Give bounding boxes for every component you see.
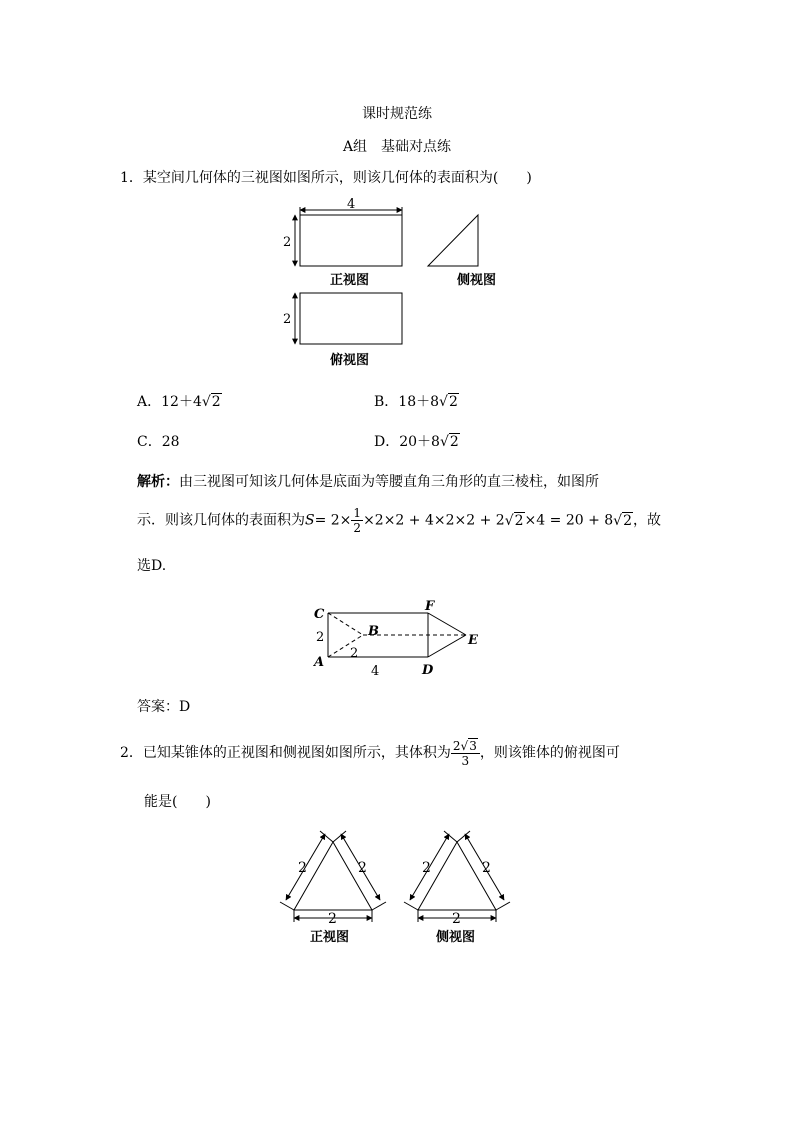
page-title: 课时规范练 xyxy=(362,106,432,122)
q1-option-d[interactable]: D．20＋8√2 xyxy=(374,434,459,450)
vertex-b: B xyxy=(368,624,379,639)
q1-answer: 答案：D xyxy=(137,699,191,715)
q2-side-base-label: 2 xyxy=(452,911,461,927)
side-view-triangle xyxy=(428,215,478,266)
q2-stem: 2．已知某锥体的正视图和侧视图如图所示，其体积为 $\frac{2√3}{3}$ ，则该锥体的俯视图可 xyxy=(120,738,620,768)
vertex-a: A xyxy=(314,655,325,670)
q2-front-caption: 正视图 xyxy=(310,930,350,945)
q2-stem-line2: 能是( ) xyxy=(144,794,211,810)
front-caption: 正视图 xyxy=(330,273,370,288)
front-height-label: 2 xyxy=(283,235,292,250)
top-height-label: 2 xyxy=(283,312,292,327)
q1-solution-line1: 解析：由三视图可知该几何体是底面为等腰直角三角形的直三棱柱，如图所 xyxy=(137,474,599,490)
q1-option-a[interactable]: A．12＋4√2 xyxy=(137,394,221,410)
q2-front-base-label: 2 xyxy=(328,911,337,927)
q1-option-c[interactable]: C．28 xyxy=(137,434,180,450)
q2-front-view xyxy=(280,831,386,945)
fraction-volume: $\frac{2√3}{3}$ xyxy=(451,739,480,768)
q1-stem: 1．某空间几何体的三视图如图所示，则该几何体的表面积为( ) xyxy=(120,170,532,186)
q1-solution-line3: 选D. xyxy=(137,558,167,574)
top-caption: 俯视图 xyxy=(330,353,370,368)
q2-side-view xyxy=(404,831,510,945)
fraction-half: $\frac{1}{2}$ xyxy=(353,506,362,535)
q2-front-left-label: 2 xyxy=(298,860,307,876)
q1-option-b[interactable]: B．18＋8√2 xyxy=(374,394,458,410)
q2-views-figure xyxy=(272,828,522,948)
q1-solution-line2: 示．则该几何体的表面积为S= 2× $\frac{1}{2}$ ×2×2 + 4×2×2 + 2√2×4 = 20 + 8√2，故 xyxy=(137,506,662,535)
q1-prism-figure xyxy=(308,600,488,680)
q1-three-view-figure xyxy=(270,195,540,375)
edge-ab-label: 2 xyxy=(350,646,359,661)
q2-side-right-label: 2 xyxy=(482,860,491,876)
top-view-rect xyxy=(300,293,402,344)
side-caption: 侧视图 xyxy=(457,273,497,288)
front-width-label: 4 xyxy=(347,197,356,212)
vertex-e: E xyxy=(468,633,478,648)
vertex-c: C xyxy=(314,607,325,622)
q2-side-caption: 侧视图 xyxy=(436,930,476,945)
edge-left-label: 2 xyxy=(316,630,325,645)
vertex-d: D xyxy=(422,663,434,678)
q2-front-right-label: 2 xyxy=(358,860,367,876)
edge-bottom-label: 4 xyxy=(371,664,380,679)
group-heading: A组 基础对点练 xyxy=(342,139,452,155)
front-view-rect xyxy=(300,215,402,266)
solution-label: 解析： xyxy=(137,474,179,490)
q2-side-left-label: 2 xyxy=(422,860,431,876)
vertex-f: F xyxy=(425,599,435,614)
